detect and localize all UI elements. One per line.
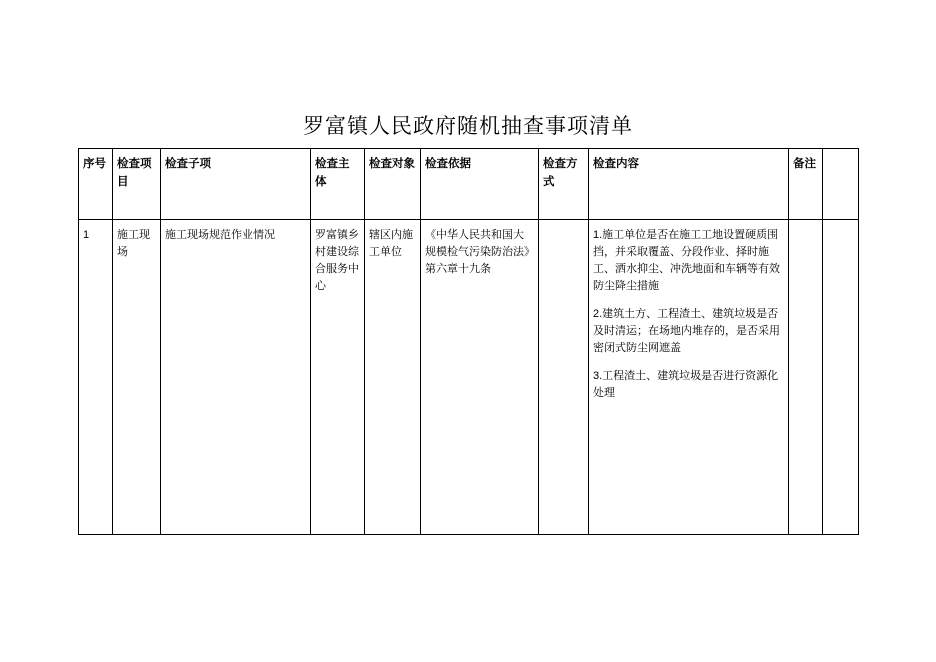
cell-method bbox=[539, 220, 589, 535]
cell-basis: 《中华人民共和国大规模检气污染防治法》第六章十九条 bbox=[421, 220, 539, 535]
content-line: 2.建筑土方、工程渣土、建筑垃圾是否及时清运；在场地内堆存的，是否采用密闭式防尘网遮盖 bbox=[593, 308, 780, 355]
checklist-table-container bbox=[78, 148, 858, 535]
column-header-basis: 检查依据 bbox=[421, 149, 539, 220]
cell-object: 辖区内施工单位 bbox=[365, 220, 421, 535]
content-line: 1.施工单位是否在施工工地设置硬质围挡，并采取覆盖、分段作业、择时施工、洒水抑尘、冲洗地面和车辆等有效防尘降尘措施 bbox=[593, 229, 780, 293]
checklist-table bbox=[78, 148, 859, 535]
column-header-object: 检查对象 bbox=[365, 149, 421, 220]
cell-item: 施工现场 bbox=[113, 220, 161, 535]
page-title: 罗富镇人民政府随机抽查事项清单 bbox=[303, 114, 633, 138]
column-header-extra bbox=[823, 149, 859, 220]
cell-content bbox=[589, 220, 789, 535]
content-line: 3.工程渣土、建筑垃圾是否进行资源化处理 bbox=[593, 370, 779, 400]
table-body bbox=[79, 220, 859, 535]
column-header-remark: 备注 bbox=[789, 149, 823, 220]
table-header bbox=[79, 149, 859, 220]
column-header-item: 检查项目 bbox=[113, 149, 161, 220]
column-header-content: 检查内容 bbox=[589, 149, 789, 220]
column-header-subitem: 检查子项 bbox=[161, 149, 311, 220]
cell-extra bbox=[823, 220, 859, 535]
column-header-subject: 检查主体 bbox=[311, 149, 365, 220]
cell-no: 1 bbox=[79, 220, 113, 535]
cell-remark bbox=[789, 220, 823, 535]
cell-subject: 罗富镇乡村建设综合服务中心 bbox=[311, 220, 365, 535]
cell-subitem: 施工现场规范作业情况 bbox=[161, 220, 311, 535]
column-header-method: 检查方式 bbox=[539, 149, 589, 220]
column-header-no: 序号 bbox=[79, 149, 113, 220]
table-row bbox=[79, 220, 859, 535]
table-header-row bbox=[79, 149, 859, 220]
